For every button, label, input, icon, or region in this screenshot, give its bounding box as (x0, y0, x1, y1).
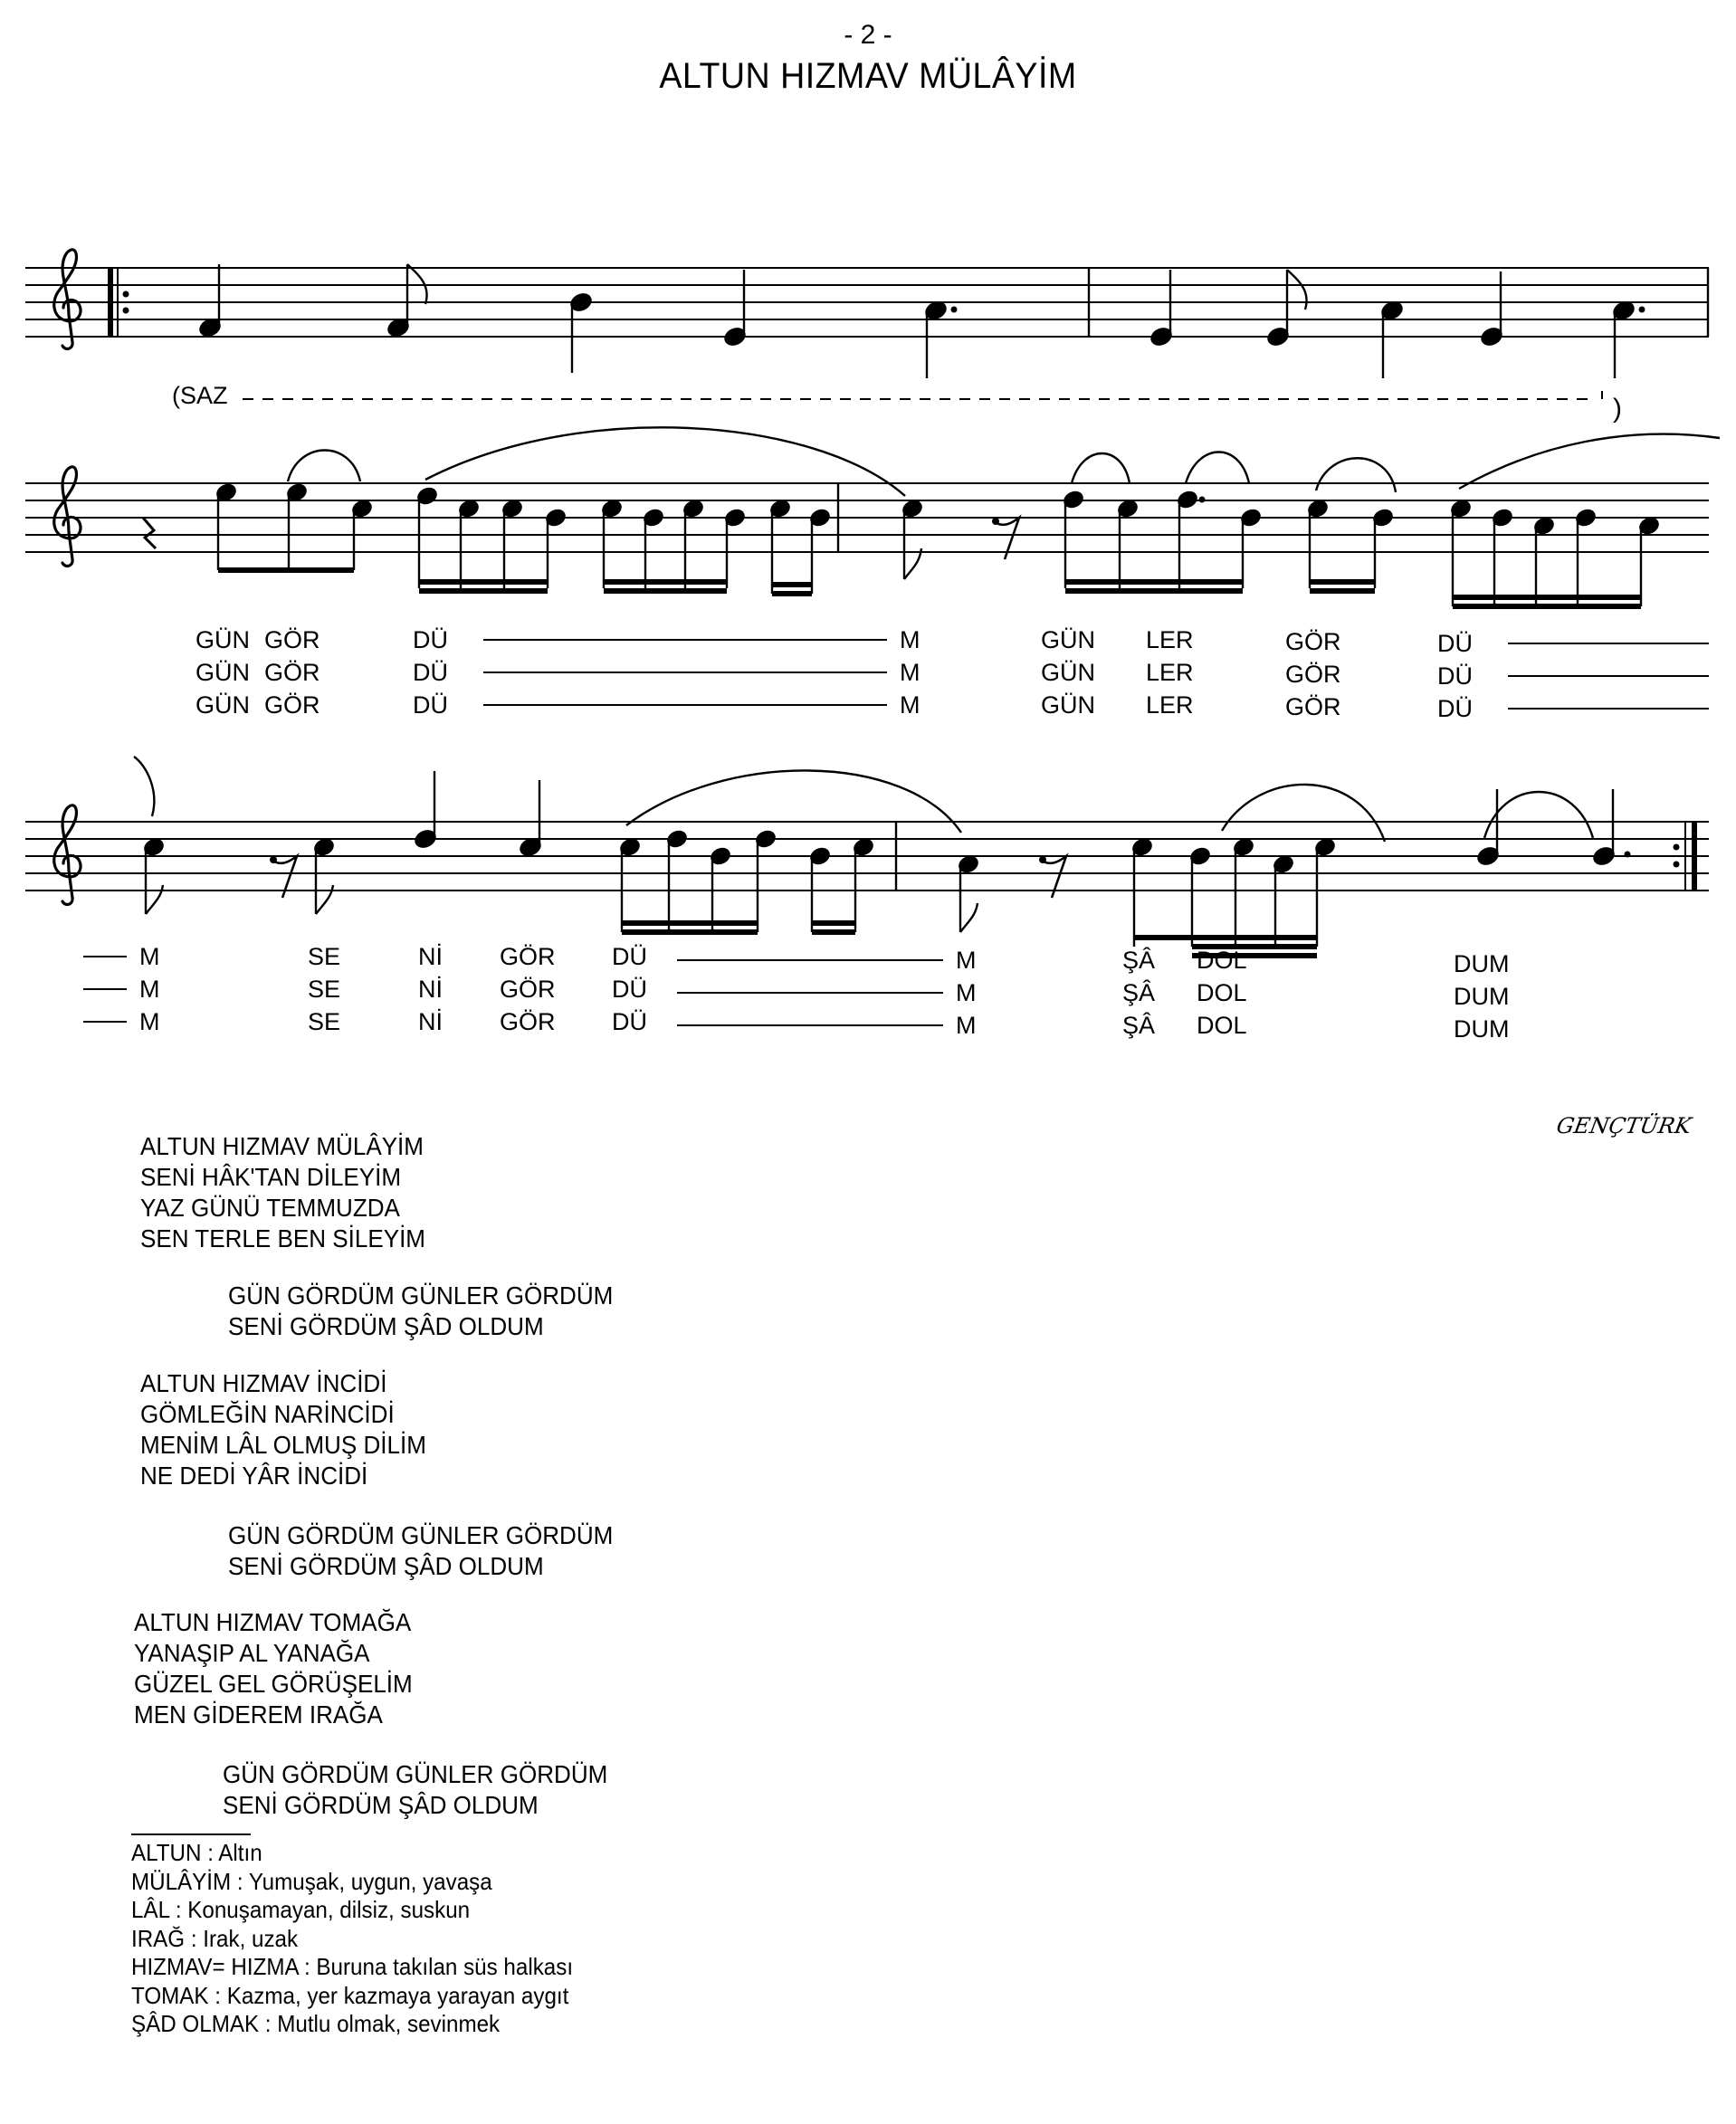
lyric-syllable: SE (308, 1008, 341, 1035)
chorus-1 (228, 1281, 642, 1342)
lyric-syllable: GÖR (264, 626, 320, 653)
lyric-extenders-2 (483, 640, 1709, 709)
lyric-syllable: Nİ (418, 1008, 443, 1035)
poem-line: GÜN GÖRDÜM GÜNLER GÖRDÜM (228, 1281, 614, 1310)
lyric-syllable: DÜ (413, 626, 448, 653)
poem-line: YANAŞIP AL YANAĞA (134, 1639, 370, 1667)
poem-line: SEN TERLE BEN SİLEYİM (140, 1224, 426, 1252)
lyric-syllable: GÜN (1041, 659, 1095, 686)
lyric-syllable: ŞÂ (1122, 1012, 1156, 1039)
lyric-syllable: DÜ (612, 976, 647, 1003)
lyric-syllable: SE (308, 976, 341, 1003)
lyric-syllable: DÜ (612, 943, 647, 970)
lyric-syllable: M (139, 976, 160, 1003)
lyric-syllable: SE (308, 943, 341, 970)
lyric-syllable: LER (1146, 691, 1194, 719)
glossary-entry: LÂL : Konuşamayan, dilsiz, suskun (131, 1896, 471, 1923)
staff-3 (25, 822, 1709, 891)
saz-dashed-line (172, 382, 1622, 424)
lyric-syllable: M (139, 943, 160, 970)
glossary-entry: HIZMAV= HIZMA : Buruna takılan süs halkası (131, 1953, 574, 1980)
glossary-entry: IRAĞ : Irak, uzak (131, 1924, 299, 1952)
lyric-syllable: M (900, 659, 920, 686)
lyric-syllable: GÜN (196, 691, 250, 719)
poem-line: MENİM LÂL OLMUŞ DİLİM (140, 1431, 426, 1459)
poem-line: GÖMLEĞİN NARİNCİDİ (140, 1400, 395, 1428)
poem-line: YAZ GÜNÜ TEMMUZDA (140, 1194, 400, 1222)
lyric-syllable: DOL (1197, 1012, 1247, 1039)
lyric-syllable: Nİ (418, 943, 443, 970)
lyric-syllable: DUM (1454, 983, 1510, 1010)
staff-1-notes (198, 264, 1708, 378)
lyric-syllable: M (956, 947, 977, 974)
staff-1 (25, 268, 1709, 337)
author-signature: GENÇTÜRK (1554, 1113, 1693, 1138)
poem-line: GÜN GÖRDÜM GÜNLER GÖRDÜM (228, 1521, 614, 1549)
lyric-syllable: M (900, 691, 920, 719)
glossary-entry: MÜLÂYİM : Yumuşak, uygun, yavaşa (131, 1867, 492, 1895)
lyric-syllable: M (139, 1008, 160, 1035)
glossary-entry: TOMAK : Kazma, yer kazmaya yarayan aygıt (131, 1981, 569, 2009)
lyric-syllable: DOL (1197, 979, 1247, 1006)
treble-clef (54, 250, 81, 349)
staff-2 (25, 483, 1709, 552)
poem-line: NE DEDİ YÂR İNCİDİ (140, 1462, 368, 1490)
poem-line: SENİ GÖRDÜM ŞÂD OLDUM (223, 1791, 539, 1819)
page-number: - 2 - (844, 20, 892, 50)
lyric-syllable: GÖR (500, 976, 556, 1003)
lyric-syllable: M (956, 1012, 977, 1039)
lyric-syllable: Nİ (418, 976, 443, 1003)
poem-line: ALTUN HIZMAV İNCİDİ (140, 1369, 387, 1397)
lyric-syllable: ŞÂ (1122, 947, 1156, 974)
poem-line: ALTUN HIZMAV TOMAĞA (134, 1608, 412, 1636)
lyric-syllable: DÜ (612, 1008, 647, 1035)
song-title: ALTUN HIZMAV MÜLÂYİM (659, 56, 1077, 96)
stanza-3 (134, 1607, 434, 1730)
glossary-divider (131, 1833, 251, 1835)
lyric-syllable: DÜ (413, 691, 448, 719)
lyric-syllable: GÜN (196, 626, 250, 653)
lyric-syllable: LER (1146, 626, 1194, 653)
lyric-syllable: DÜ (413, 659, 448, 686)
lyric-syllable: LER (1146, 659, 1194, 686)
saz-label: (SAZ (172, 382, 228, 409)
chorus-2 (228, 1520, 642, 1582)
lyric-syllable: GÖR (264, 691, 320, 719)
lyric-syllable: GÜN (196, 659, 250, 686)
glossary-entry: ŞÂD OLMAK : Mutlu olmak, sevinmek (131, 2010, 501, 2037)
lyric-syllable: DOL (1197, 947, 1247, 974)
glossary-entry: ALTUN : Altın (131, 1839, 262, 1866)
lyric-syllable: GÖR (1285, 661, 1341, 688)
lyric-syllable: M (956, 979, 977, 1006)
chorus-3 (223, 1759, 636, 1821)
lyric-syllable: GÖR (1285, 628, 1341, 655)
poem-line: SENİ HÂK'TAN DİLEYİM (140, 1163, 402, 1191)
poem-line: ALTUN HIZMAV MÜLÂYİM (140, 1132, 424, 1160)
poem-line: GÜN GÖRDÜM GÜNLER GÖRDÜM (223, 1760, 608, 1788)
poem-line: MEN GİDEREM IRAĞA (134, 1700, 383, 1729)
lyric-syllable: GÜN (1041, 626, 1095, 653)
saz-close: ) (1613, 394, 1622, 424)
lyric-syllable: M (900, 626, 920, 653)
lyric-syllable: DUM (1454, 950, 1510, 977)
lyric-syllable: ŞÂ (1122, 979, 1156, 1006)
lyric-syllable: DÜ (1437, 630, 1473, 657)
stanza-2 (140, 1368, 448, 1491)
glossary (131, 1839, 606, 2039)
poem-line: GÜZEL GEL GÖRÜŞELİM (134, 1670, 413, 1698)
lyric-syllable: GÖR (264, 659, 320, 686)
poem-line: SENİ GÖRDÜM ŞÂD OLDUM (228, 1552, 544, 1580)
lyric-syllable: DUM (1454, 1015, 1510, 1043)
lyric-syllable: DÜ (1437, 695, 1473, 722)
lyric-syllable: DÜ (1437, 662, 1473, 690)
lyric-syllable: GÖR (1285, 693, 1341, 720)
stanza-1 (140, 1131, 447, 1254)
lyric-syllable: GÖR (500, 943, 556, 970)
poem-line: SENİ GÖRDÜM ŞÂD OLDUM (228, 1312, 544, 1340)
lyric-syllable: GÖR (500, 1008, 556, 1035)
lyric-syllable: GÜN (1041, 691, 1095, 719)
